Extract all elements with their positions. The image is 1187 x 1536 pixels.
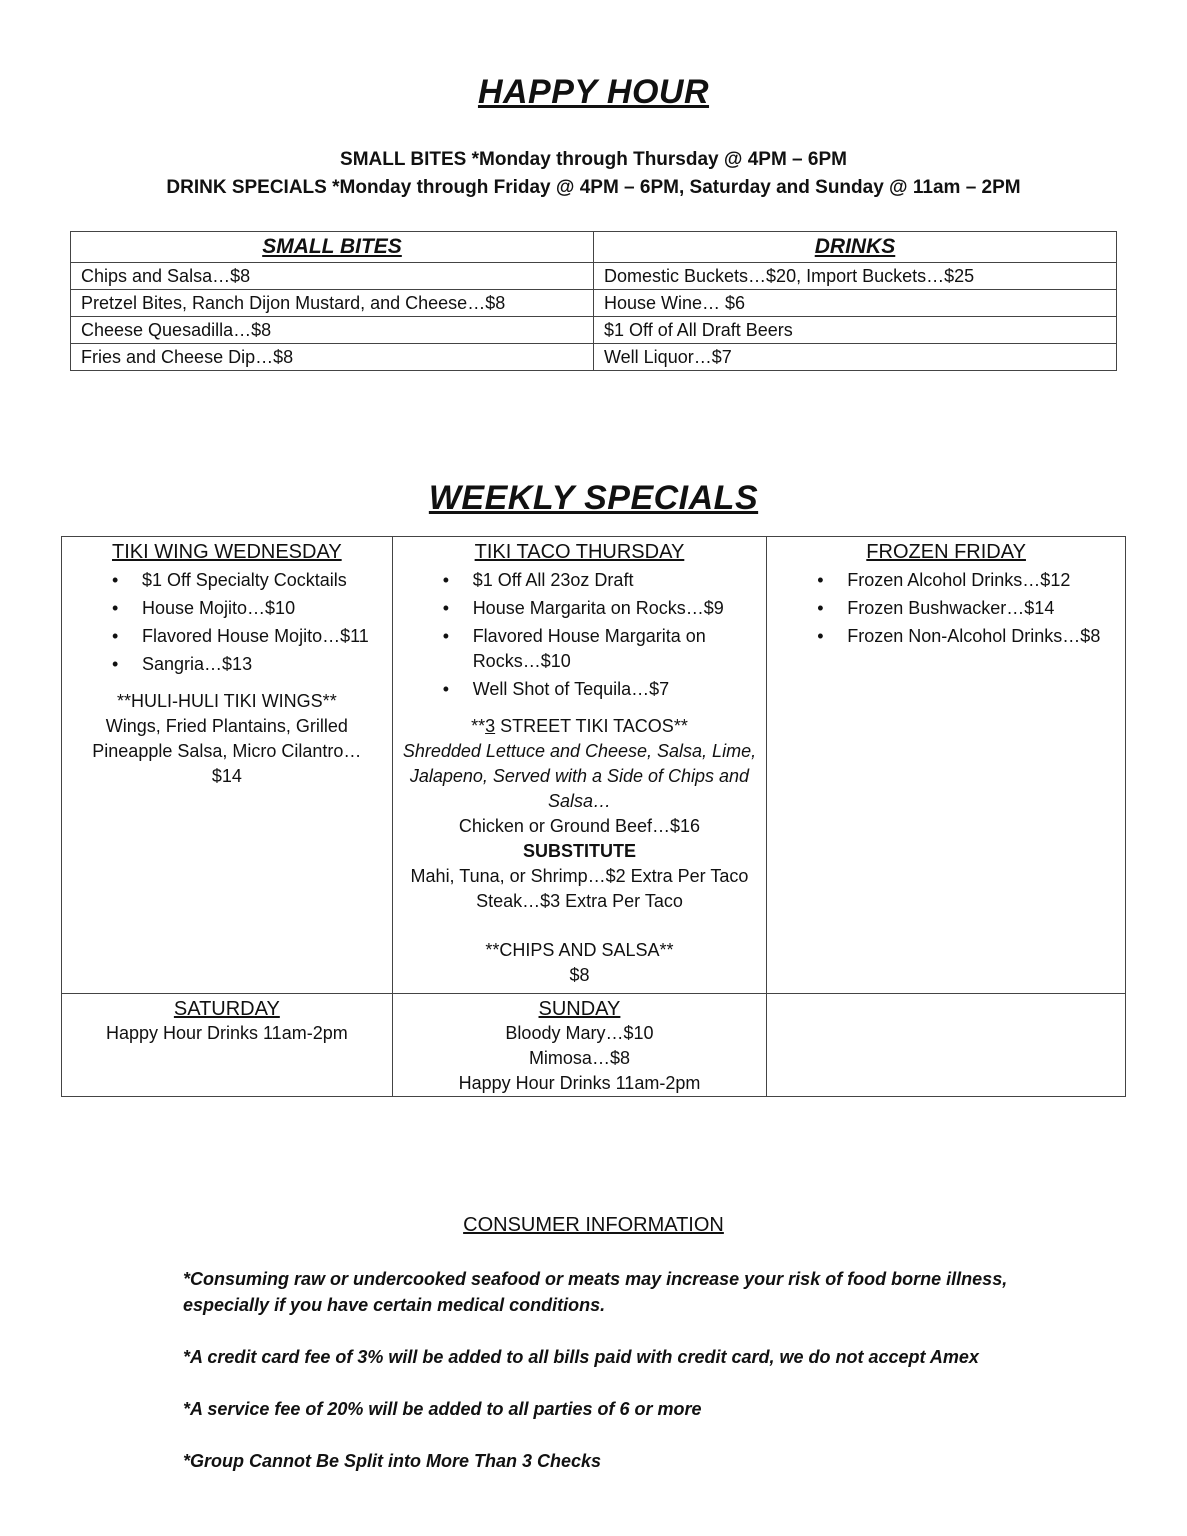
drink-specials-schedule: DRINK SPECIALS *Monday through Friday @ 4PM – 6PM, Saturday and Sunday @ 11am – 2PM	[166, 177, 1021, 198]
table-row	[71, 290, 1117, 317]
friday-heading: FROZEN FRIDAY	[866, 541, 1026, 563]
list-item: • Frozen Alcohol Drinks…$12	[767, 568, 1125, 593]
substitute-option: Mahi, Tuna, or Shrimp…$2 Extra Per Taco	[410, 866, 749, 886]
sunday-line: Happy Hour Drinks 11am-2pm	[458, 1073, 701, 1093]
list-item: • Sangria…$13	[62, 652, 392, 677]
table-header-row	[71, 232, 1117, 263]
happy-hour-title: HAPPY HOUR	[477, 73, 710, 111]
tacos-feature-title	[393, 714, 767, 739]
table-row	[71, 317, 1117, 344]
list-item: • $1 Off All 23oz Draft	[393, 568, 767, 593]
table-cell: House Wine… $6	[594, 290, 1117, 317]
saturday-cell	[62, 994, 393, 1097]
tacos-feature-desc: Jalapeno, Served with a Side of Chips and	[409, 766, 750, 786]
weekly-specials-title: WEEKLY SPECIALS	[428, 479, 759, 517]
friday-cell	[767, 537, 1126, 994]
chips-salsa-price: $8	[569, 965, 590, 985]
weekend-specials-row	[62, 994, 1126, 1097]
weekday-specials-row	[62, 537, 1126, 994]
note-line: *Consuming raw or undercooked seafood or meats may increase your risk of food borne illness,	[183, 1269, 1008, 1289]
list-item: • $1 Off Specialty Cocktails	[62, 568, 392, 593]
split-checks-note: *Group Cannot Be Split into More Than 3 Checks	[183, 1451, 602, 1471]
wings-feature-desc: Wings, Fried Plantains, Grilled	[105, 716, 348, 736]
table-row	[71, 344, 1117, 371]
weekly-specials-table	[61, 536, 1126, 1097]
list-item: • House Margarita on Rocks…$9	[393, 596, 767, 621]
small-bites-schedule: SMALL BITES *Monday through Thursday @ 4PM – 6PM	[340, 149, 847, 170]
sunday-line: Bloody Mary…$10	[505, 1023, 654, 1043]
table-cell: Pretzel Bites, Ranch Dijon Mustard, and Cheese…$8	[71, 290, 594, 317]
drinks-header: DRINKS	[594, 232, 1117, 263]
list-item: • Frozen Bushwacker…$14	[767, 596, 1125, 621]
empty-cell	[767, 994, 1126, 1097]
happy-hour-table	[70, 231, 1117, 371]
wings-feature-desc: Pineapple Salsa, Micro Cilantro…	[92, 741, 362, 761]
table-row	[71, 263, 1117, 290]
friday-list	[767, 568, 1125, 649]
wednesday-list	[62, 568, 392, 677]
tacos-title-number: 3	[485, 716, 496, 736]
list-item: • Flavored House Margarita on Rocks…$10	[393, 624, 767, 674]
tacos-feature	[393, 714, 767, 988]
list-item: • House Mojito…$10	[62, 596, 392, 621]
small-bites-header: SMALL BITES	[71, 232, 594, 263]
tacos-feature-price: Chicken or Ground Beef…$16	[458, 816, 701, 836]
tacos-feature-desc: Shredded Lettuce and Cheese, Salsa, Lime,	[402, 741, 757, 761]
tacos-feature-desc: Salsa…	[547, 791, 611, 811]
table-cell: $1 Off of All Draft Beers	[594, 317, 1117, 344]
list-item: • Frozen Non-Alcohol Drinks…$8	[767, 624, 1125, 649]
substitute-label: SUBSTITUTE	[522, 841, 636, 861]
food-illness-note	[183, 1266, 1083, 1318]
table-cell: Chips and Salsa…$8	[71, 263, 594, 290]
table-cell: Domestic Buckets…$20, Import Buckets…$25	[594, 263, 1117, 290]
wings-feature-price: $14	[211, 766, 242, 786]
sunday-cell	[392, 994, 767, 1097]
tacos-title-prefix: **	[471, 716, 486, 736]
tacos-title-rest: STREET TIKI TACOS**	[495, 716, 688, 736]
credit-card-note: *A credit card fee of 3% will be added to all bills paid with credit card, we do not accept Amex	[183, 1347, 979, 1367]
saturday-heading: SATURDAY	[173, 998, 280, 1020]
note-line: especially if you have certain medical conditions.	[183, 1295, 606, 1315]
wednesday-cell	[62, 537, 393, 994]
wings-feature	[62, 689, 392, 789]
consumer-info-heading: CONSUMER INFORMATION	[463, 1214, 724, 1236]
thursday-cell	[392, 537, 767, 994]
thursday-heading: TIKI TACO THURSDAY	[474, 541, 685, 563]
substitute-option: Steak…$3 Extra Per Taco	[476, 891, 683, 911]
thursday-list	[393, 568, 767, 702]
saturday-line: Happy Hour Drinks 11am-2pm	[105, 1023, 348, 1043]
table-cell: Well Liquor…$7	[594, 344, 1117, 371]
service-fee-note: *A service fee of 20% will be added to all parties of 6 or more	[183, 1399, 702, 1419]
sunday-line: Mimosa…$8	[528, 1048, 630, 1068]
table-cell: Fries and Cheese Dip…$8	[71, 344, 594, 371]
list-item: • Well Shot of Tequila…$7	[393, 677, 767, 702]
table-cell: Cheese Quesadilla…$8	[71, 317, 594, 344]
wednesday-heading: TIKI WING WEDNESDAY	[112, 541, 342, 563]
list-item: • Flavored House Mojito…$11	[62, 624, 392, 649]
chips-salsa-title: **CHIPS AND SALSA**	[485, 940, 674, 960]
sunday-heading: SUNDAY	[538, 998, 621, 1020]
wings-feature-title: **HULI-HULI TIKI WINGS**	[116, 691, 337, 711]
